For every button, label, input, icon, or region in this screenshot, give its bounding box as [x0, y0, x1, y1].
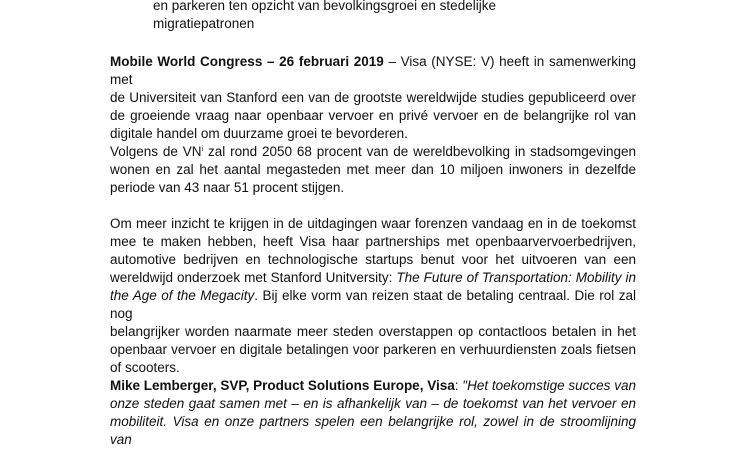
text-line: openbaar vervoer en digitale betalingen voor parkeren en verhuurdiensten zoals fietsen [110, 342, 636, 357]
text-line: mobiliteit. Visa en onze partners spelen een belangrijke rol, zowel in de stroomlijning van [110, 414, 636, 447]
text-line: automotive bedrijven en technologische startups benut voor het uitvoeren van een [110, 252, 636, 267]
quote-paragraph [110, 377, 636, 449]
text-line: onze steden gaat samen met – en is afhankelijk van – de toekomst van het vervoer en [110, 396, 636, 411]
study-title: the Age of the Megacity [110, 288, 255, 303]
text-line: Mike Lemberger, SVP, Product Solutions Europe, Visa: "Het toekomstige succes van [110, 378, 636, 393]
text-line: the Age of the Megacity. Bij elke vorm van reizen staat de betaling centraal. Die rol zal nog [110, 288, 636, 321]
bullet-line: en parkeren ten opzicht van bevolkingsgroei en stedelijke [153, 0, 496, 13]
text-line: of scooters. [110, 360, 180, 375]
intro-paragraph [110, 53, 636, 143]
bullet-line: migratiepatronen [153, 16, 255, 31]
text-line: belangrijker worden naarmate meer steden overstappen op contactloos betalen in het [110, 324, 636, 339]
text-line: wonen en zal het aantal megasteden met meer dan 10 miljoen inwoners in dezelfde [110, 162, 636, 177]
study-paragraph [110, 215, 636, 377]
text-line: Volgens de $VN^i$ zal rond 2050 68 procent van de wereldbevolking in stadsomgevingen [110, 144, 637, 159]
text-line: periode van 43 naar 51 procent stijgen. [110, 180, 345, 195]
text-line: de groeiende vraag naar openbaar vervoer en privé vervoer en de belangrijke rol van [110, 108, 636, 123]
text-line: Mobile World Congress – 26 februari 2019 – Visa (NYSE: V) heeft in samenwerking met [110, 54, 636, 87]
bullet-continuation [153, 0, 613, 33]
text-line: de Universiteit van Stanford een van de grootste wereldwijde studies gepubliceerd over [110, 90, 636, 105]
footnote-marker: i [201, 146, 204, 153]
text-line: digitale handel om duurzame groei te bevorderen. [110, 126, 408, 141]
dateline: Mobile World Congress – 26 februari 2019 [110, 54, 384, 69]
un-statistic-paragraph [110, 143, 636, 197]
text-line: Om meer inzicht te krijgen in de uitdagingen waar forenzen vandaag en in de toekomst [110, 216, 636, 231]
text-line: mee te maken hebben, heeft Visa haar partnerships met openbaarvervoerbedrijven, [110, 234, 636, 249]
speaker-name: Mike Lemberger, SVP, Product Solutions Europe, Visa [110, 378, 455, 393]
text-line: wereldwijd onderzoek met Stanford Unitversity: The Future of Transportation: Mobility in [110, 270, 637, 285]
study-title: The Future of Transportation: Mobility in [396, 270, 637, 285]
